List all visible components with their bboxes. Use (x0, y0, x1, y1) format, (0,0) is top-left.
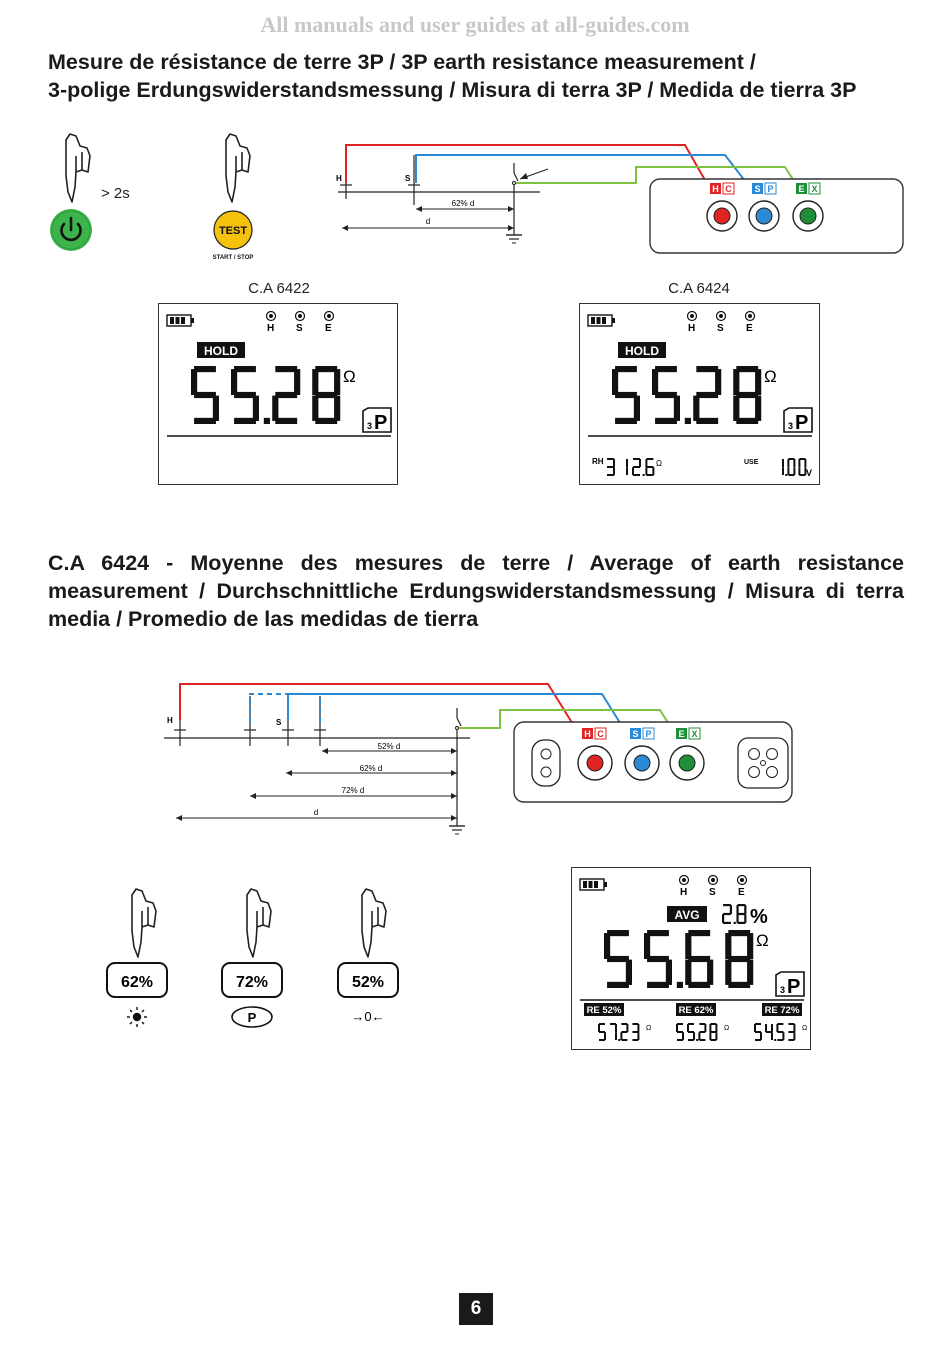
lcd-segment (312, 396, 318, 421)
lcd-segment (647, 982, 669, 988)
lcd-segment (655, 366, 677, 372)
lcd-segment (725, 960, 731, 985)
test-button-label: TEST (218, 225, 248, 237)
lcd-segment (607, 458, 614, 460)
lcd-segment (334, 396, 340, 421)
watermark: All manuals and user guides at all-guides.com (260, 12, 690, 37)
svg-text:E: E (678, 729, 685, 739)
lcd-segment (782, 1032, 784, 1040)
svg-text:E: E (738, 887, 745, 898)
pointing-hand-icon (362, 889, 386, 957)
lcd-segment (696, 392, 718, 398)
average-buttons (100, 885, 410, 1035)
lcd-segment (607, 466, 614, 468)
svg-text:3: 3 (780, 985, 786, 995)
button-72-label: 72% (235, 974, 269, 991)
svg-text:C: C (725, 184, 732, 194)
lcd-segment (755, 369, 761, 395)
lcd-segment (793, 1024, 795, 1032)
button-72[interactable] (222, 963, 282, 997)
lcd-segment (685, 960, 691, 985)
lcd-segment (733, 396, 739, 421)
lcd-segment (633, 474, 640, 476)
lcd-segment (231, 369, 237, 395)
lcd-segment (607, 474, 614, 476)
lcd-segment (723, 922, 731, 924)
lcd-segment (194, 418, 216, 424)
stake-s (405, 155, 420, 205)
distance-62 (416, 199, 514, 212)
lcd-segment (687, 1024, 689, 1032)
lcd-segment (725, 933, 731, 959)
svg-text:3: 3 (788, 421, 794, 431)
lcd-segment (294, 369, 300, 395)
lcd-segment (715, 369, 721, 395)
svg-text:P: P (374, 412, 388, 434)
lcd-segment (804, 459, 806, 467)
lcd-segment (765, 1024, 767, 1032)
svg-text:72% d: 72% d (341, 786, 365, 795)
svg-text:P: P (795, 412, 809, 434)
wiring-diagram-3p (330, 135, 910, 260)
lcd-segment (676, 1024, 678, 1032)
lcd-segment (633, 466, 640, 468)
lcd-decimal-point (734, 922, 736, 924)
lcd-segment (754, 1024, 756, 1032)
p-symbol-icon (232, 1007, 272, 1027)
lcd-segment (645, 467, 647, 475)
lcd-segment (599, 1039, 605, 1041)
svg-text:H: H (167, 716, 173, 725)
lcd-segment (787, 467, 789, 475)
lcd-segment (771, 1024, 773, 1032)
avg-reading (722, 904, 746, 924)
distance-72 (250, 786, 457, 799)
section1-title (48, 48, 918, 104)
lcd-segment (685, 933, 691, 959)
lcd-segment (646, 466, 653, 468)
distance-52 (322, 742, 457, 754)
lcd-segment (788, 1039, 794, 1041)
lcd-decimal-point (264, 418, 270, 424)
lcd-segment (798, 459, 800, 467)
distance-d (176, 808, 457, 821)
lcd-segment (736, 366, 758, 372)
lcd-segment (682, 1032, 684, 1040)
reading-72 (754, 1003, 807, 1041)
right-socket-icon (738, 738, 788, 788)
lcd-segment (626, 960, 632, 985)
lcd-decimal-point (685, 418, 691, 424)
reading-62 (676, 1003, 729, 1041)
svg-text:S: S (405, 174, 411, 183)
svg-text:E: E (325, 323, 332, 334)
svg-text:E: E (798, 184, 805, 194)
svg-text:P: P (787, 976, 801, 998)
lcd-segment (312, 369, 318, 395)
left-socket-icon (532, 740, 560, 786)
lcd-decimal-point (618, 1039, 620, 1041)
lcd-segment (709, 1032, 711, 1040)
svg-text:S: S (296, 323, 303, 334)
use-label: USE (744, 459, 759, 466)
rh-reading (607, 458, 654, 476)
mode-3p-badge (784, 408, 812, 434)
lcd-segment (613, 467, 615, 475)
button-52-label: 52% (351, 974, 385, 991)
press-power-illustration (46, 132, 156, 262)
power-button-icon[interactable] (50, 209, 92, 251)
lcd-segment (793, 459, 795, 467)
lcd-segment (755, 1039, 761, 1041)
unit-ohm: Ω (764, 367, 777, 386)
lcd-segment (607, 956, 629, 962)
lcd-segment (693, 396, 699, 421)
lcd-display-average (571, 867, 811, 1050)
lcd-segment (637, 1032, 639, 1040)
lcd-content (159, 304, 397, 484)
unit-ohm: Ω (343, 367, 356, 386)
pointing-hand-icon (247, 889, 271, 957)
avg-label: AVG (674, 908, 700, 922)
lcd-segment (613, 459, 615, 467)
press-time-label: > 2s (101, 185, 130, 202)
svg-text:d: d (425, 217, 431, 226)
svg-text:P: P (767, 184, 774, 194)
section2-title: C.A 6424 - Moyenne des mesures de terre / Average of earth resistance measurement / Durchschnittliche Erdungswiderstandsmessung / Misura di terra media / Promedio de las medidas de tierra (48, 551, 904, 631)
lcd-segment (234, 366, 256, 372)
lcd-segment (607, 930, 629, 936)
lcd-segment (633, 458, 640, 460)
lcd-segment (275, 418, 297, 424)
lcd-segment (771, 1032, 773, 1040)
lcd-segment (688, 982, 710, 988)
lcd-segment (655, 418, 677, 424)
lcd-segment (620, 1032, 622, 1040)
svg-text:P: P (645, 729, 652, 739)
lcd-segment (674, 396, 680, 421)
lcd-segment (612, 369, 618, 395)
mode-3p-badge (363, 408, 391, 434)
lcd-segment (693, 1032, 695, 1040)
device-b-label: C.A 6424 (668, 280, 730, 297)
probe-indicators (688, 312, 755, 335)
lcd-segment (652, 467, 654, 475)
lcd-content (572, 868, 810, 1049)
lcd-segment (632, 467, 634, 475)
svg-text:S: S (709, 887, 716, 898)
svg-text:S: S (754, 184, 761, 194)
lcd-segment (234, 418, 256, 424)
svg-text:RE 72%: RE 72% (764, 1005, 800, 1016)
lcd-decimal-point (785, 474, 787, 476)
lcd-segment (738, 904, 746, 906)
lcd-display-ca6422 (158, 303, 398, 485)
lcd-segment (722, 914, 724, 923)
lcd-segment (704, 1024, 706, 1032)
lcd-segment (677, 1039, 683, 1041)
stake-h (167, 684, 186, 746)
probe-indicators (680, 876, 747, 899)
hold-label: HOLD (204, 344, 238, 358)
lcd-segment (738, 913, 746, 915)
lcd-content (580, 304, 819, 484)
main-reading (604, 930, 753, 988)
svg-text:62% d: 62% d (359, 764, 383, 773)
lcd-segment (645, 459, 647, 467)
lcd-segment (728, 956, 750, 962)
lcd-segment (728, 982, 750, 988)
battery-icon (588, 315, 615, 326)
lcd-segment (655, 392, 677, 398)
svg-text:RE 62%: RE 62% (678, 1005, 714, 1016)
lcd-segment (604, 933, 610, 959)
lcd-segment (598, 1024, 600, 1032)
lcd-segment (782, 459, 784, 467)
lcd-segment (798, 467, 800, 475)
svg-text:P: P (247, 1010, 257, 1025)
lcd-segment (688, 1039, 694, 1041)
lcd-segment (626, 459, 628, 467)
lcd-segment (747, 960, 753, 985)
lcd-decimal-point (696, 1039, 698, 1041)
pointing-hand-icon (66, 134, 90, 202)
distance-d (342, 217, 514, 231)
svg-text:Ω: Ω (802, 1025, 808, 1032)
lcd-segment (604, 1032, 606, 1040)
lcd-segment (730, 905, 732, 914)
use-unit: V (806, 468, 813, 478)
svg-text:3: 3 (367, 421, 373, 431)
lcd-segment (793, 1032, 795, 1040)
lcd-segment (615, 1024, 617, 1032)
lcd-segment (793, 467, 795, 475)
svg-text:Ω: Ω (646, 1025, 652, 1032)
lcd-segment (647, 956, 669, 962)
svg-text:52% d: 52% d (377, 742, 401, 751)
lcd-segment (688, 930, 710, 936)
lcd-segment (315, 418, 337, 424)
lcd-segment (736, 914, 738, 923)
test-button[interactable] (214, 211, 252, 249)
lcd-segment (315, 392, 337, 398)
press-test-illustration (206, 132, 276, 264)
lcd-segment (607, 982, 629, 988)
device-a-label: C.A 6422 (248, 280, 310, 297)
lcd-segment (723, 904, 731, 906)
lcd-segment (275, 366, 297, 372)
lcd-segment (652, 369, 658, 395)
lcd-segment (699, 1039, 705, 1041)
reading-52 (584, 1003, 651, 1041)
lcd-segment (728, 930, 750, 936)
lcd-decimal-point (643, 474, 645, 476)
lcd-segment (253, 396, 259, 421)
lcd-segment (634, 396, 640, 421)
lcd-segment (626, 467, 628, 475)
lcd-segment (696, 366, 718, 372)
lcd-segment (646, 458, 653, 460)
zero-adjust-icon: →0← (351, 1009, 385, 1024)
lcd-segment (747, 933, 753, 959)
section1-title-line1: Mesure de résistance de terre 3P / 3P earth resistance measurement / (48, 50, 756, 74)
lcd-segment (723, 913, 731, 915)
lcd-segment (738, 922, 746, 924)
lcd-segment (615, 1032, 617, 1040)
lcd-segment (736, 392, 758, 398)
lcd-segment (646, 474, 653, 476)
button-62-label: 62% (120, 974, 154, 991)
main-reading (612, 366, 761, 424)
lcd-segment (194, 392, 216, 398)
lcd-segment (621, 1039, 627, 1041)
lcd-segment (194, 366, 216, 372)
svg-text:S: S (276, 718, 282, 727)
lcd-segment (615, 392, 637, 398)
lcd-display-ca6424 (579, 303, 820, 485)
unit-ohm: Ω (756, 931, 769, 950)
lcd-segment (639, 459, 641, 467)
avg-unit: % (750, 906, 768, 928)
reading-52-value (598, 1023, 639, 1041)
lcd-segment (782, 467, 784, 475)
svg-text:62% d: 62% d (451, 199, 475, 208)
lcd-segment (715, 1032, 717, 1040)
lcd-segment (615, 418, 637, 424)
test-caption: START / STOP (212, 255, 254, 261)
lcd-segment (615, 366, 637, 372)
lcd-segment (707, 960, 713, 985)
backlight-icon (127, 1007, 147, 1027)
lcd-segment (744, 914, 746, 923)
lcd-segment (698, 1032, 700, 1040)
lcd-segment (733, 369, 739, 395)
rh-unit: Ω (656, 459, 662, 468)
svg-text:X: X (691, 729, 698, 739)
svg-text:d: d (313, 808, 319, 817)
page-number: 6 (459, 1293, 493, 1325)
lcd-segment (632, 1039, 638, 1041)
lcd-segment (213, 396, 219, 421)
mode-3p-badge (776, 972, 804, 998)
lcd-segment (709, 1024, 711, 1032)
svg-text:S: S (717, 323, 724, 334)
lcd-segment (715, 1024, 717, 1032)
lcd-segment (696, 418, 718, 424)
lcd-segment (710, 1031, 716, 1033)
button-62[interactable] (107, 963, 167, 997)
svg-text:H: H (267, 323, 275, 334)
lcd-segment (626, 1024, 628, 1032)
lcd-segment (736, 418, 758, 424)
distance-62 (286, 764, 457, 776)
wire-s-dashed-72 (250, 694, 288, 722)
pointing-hand-icon (132, 889, 156, 957)
lcd-segment (334, 369, 340, 395)
wiring-diagram-average (160, 680, 800, 840)
svg-text:E: E (746, 323, 753, 334)
lcd-segment (637, 1024, 639, 1032)
lcd-segment (744, 905, 746, 914)
lcd-segment (647, 930, 669, 936)
lcd-segment (755, 396, 761, 421)
lcd-segment (644, 933, 650, 959)
lcd-segment (315, 366, 337, 372)
svg-text:H: H (680, 887, 688, 898)
lcd-segment (760, 1032, 762, 1040)
svg-text:RE 52%: RE 52% (586, 1005, 622, 1016)
lcd-segment (736, 905, 738, 914)
battery-icon (580, 879, 607, 890)
svg-text:C: C (597, 729, 604, 739)
probe-indicators (267, 312, 334, 335)
lcd-decimal-point (774, 1039, 776, 1041)
svg-text:H: H (584, 729, 591, 739)
rh-label: RH (592, 457, 604, 466)
lcd-segment (275, 392, 297, 398)
section1-title-line2: 3-polige Erdungswiderstandsmessung / Misura di terra 3P / Medida de tierra 3P (48, 78, 857, 102)
hold-label: HOLD (625, 344, 659, 358)
earth-electrode (506, 163, 548, 243)
svg-text:Ω: Ω (724, 1025, 730, 1032)
use-reading (782, 458, 806, 476)
svg-text:H: H (712, 184, 719, 194)
lcd-decimal-point (677, 982, 683, 988)
lcd-segment (688, 956, 710, 962)
svg-text:S: S (632, 729, 639, 739)
reading-72-value (754, 1023, 795, 1041)
stake-h (336, 145, 352, 199)
pointing-hand-icon (226, 134, 250, 202)
lcd-segment (272, 396, 278, 421)
svg-text:H: H (688, 323, 696, 334)
button-52[interactable] (338, 963, 398, 997)
lcd-segment (776, 1024, 778, 1032)
reading-62-value (676, 1023, 717, 1041)
lcd-segment (191, 369, 197, 395)
lcd-segment (666, 960, 672, 985)
lcd-segment (777, 1039, 783, 1041)
lcd-segment (234, 392, 256, 398)
svg-text:X: X (811, 184, 818, 194)
lcd-segment (787, 459, 789, 467)
main-reading (191, 366, 340, 424)
battery-icon (167, 315, 194, 326)
svg-text:H: H (336, 174, 342, 183)
